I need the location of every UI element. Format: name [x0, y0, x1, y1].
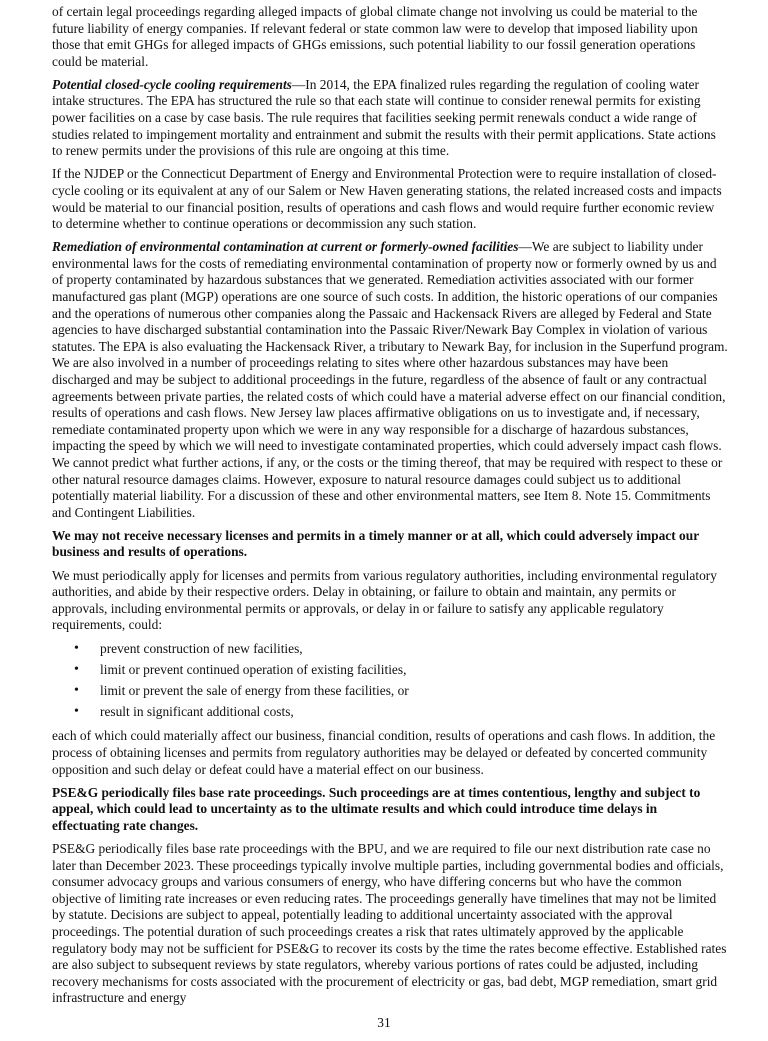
paragraph-lead: Potential closed-cycle cooling requirements	[52, 76, 292, 92]
list-item-text: limit or prevent continued operation of existing facilities,	[100, 662, 407, 678]
list-item-text: result in significant additional costs,	[100, 704, 294, 720]
section-heading-licenses: We may not receive necessary licenses and permits in a timely manner or at all, which could adversely impact our business and results of operations.	[52, 527, 699, 560]
section-heading-rate-proceedings: PSE&G periodically files base rate proceedings. Such proceedings are at times contentious, lengthy and subject to appeal, which could lead to uncertainty as to the ultimate results and which could introduce time delays in effectuating rate changes.	[52, 784, 701, 833]
paragraph-material-effect: each of which could materially affect our business, financial condition, results of operations and cash flows. In addition, the process of obtaining licenses and permits from regulatory authorities may be delayed or defeated by concerted community opposition and such delay or defeat could have a material effect on our business.	[52, 728, 716, 777]
list-item	[52, 661, 728, 682]
paragraph-rate-proceedings: PSE&G periodically files base rate proceedings with the BPU, and we are required to file our next distribution rate case no later than December 2023. These proceedings typically involve multiple parties, including governmental bodies and officials, consumer advocacy groups and various consumers of energy, who have differing concerns but who have the common objective of limiting rate increases or even reducing rates. The proceedings generally have timelines that may not be limited by statute. Decisions are subject to appeal, potentially leading to additional uncertainty associated with the approval proceedings. The potential duration of such proceedings creates a risk that rates ultimately approved by the applicable regulatory body may not be sufficient for PSE&G to recover its costs by the time the rates become effective. Established rates are also subject to subsequent reviews by state regulators, whereby various portions of rates could be adjusted, including recovery mechanisms for costs associated with the procurement of electricity or gas, bad debt, MGP remediation, smart grid infrastructure and energy	[52, 840, 727, 1006]
document-page	[52, 0, 728, 1007]
paragraph-lead: Remediation of environmental contamination at current or formerly-owned facilities	[52, 239, 519, 255]
list-item	[52, 703, 728, 724]
bullet-icon: •	[74, 683, 79, 699]
list-item-text: limit or prevent the sale of energy from these facilities, or	[100, 683, 409, 699]
bullet-list	[52, 640, 728, 724]
list-item	[52, 640, 728, 661]
paragraph-remediation	[52, 239, 728, 521]
paragraph-body: —In 2014, the EPA finalized rules regarding the regulation of cooling water intake structures. The EPA has structured the rule so that each state will continue to consider renewal permits for existing power facilities on a case by case basis. The rule requires that facilities seeking permit renewals conduct a wide range of studies related to impingement mortality and entrainment and submit the results with their permit applications. State actions to renew permits under the provisions of this rule are ongoing at this time.	[52, 76, 716, 159]
paragraph-permits: We must periodically apply for licenses and permits from various regulatory authorities, including environmental regulatory authorities, and abide by their respective orders. Delay in obtaining, or failure to obtain and maintain, any permits or approvals, including environmental permits or approvals, or delay in or failure to satisfy any applicable regulatory requirements, could:	[52, 567, 717, 633]
paragraph-closed-cycle-cooling	[52, 77, 728, 160]
list-item	[52, 682, 728, 703]
paragraph-body: —We are subject to liability under environmental laws for the costs of remediating environmental contamination of property now or formerly owned by us and of property contaminated by hazardous substances that we generated. Remediation activities associated with our former manufactured gas plant (MGP) operations are one source of such costs. In addition, the historic operations of our companies and the operations of numerous other companies along the Passaic and Hackensack Rivers are alleged by Federal and State agencies to have discharged substantial contamination into the Passaic River/Newark Bay Complex in violation of various statutes. The EPA is also evaluating the Hackensack River, a tributary to Newark Bay, for inclusion in the Superfund program. We are also involved in a number of proceedings relating to sites where other hazardous substances may have been discharged and may be subject to additional proceedings in the future, regardless of the absence of fault or any contractual agreements between private parties, the related costs of which could have a material adverse effect on our financial condition, results of operations and cash flows. New Jersey law places affirmative obligations on us to investigate and, if necessary, remediate contaminated property upon which we were in any way responsible for a discharge of hazardous substances, impacting the speed by which we will need to investigate contaminated properties, which could adversely impact cash flows. We cannot predict what further actions, if any, or the costs or the timing thereof, that may be required with respect to these or other natural resource damages claims. However, exposure to natural resource damages could subject us to additional potentially material liability. For a discussion of these and other environmental matters, see Item 8. Note 15. Commitments and Contingent Liabilities.	[52, 239, 728, 520]
paragraph-climate-liability: of certain legal proceedings regarding alleged impacts of global climate change not involving us could be material to the future liability of energy companies. If relevant federal or state common law were to develop that imposed liability upon those that emit GHGs for alleged impacts of GHGs emissions, such potential liability to our fossil generation operations could be material.	[52, 4, 698, 69]
bullet-icon: •	[74, 662, 79, 678]
bullet-icon: •	[74, 704, 79, 720]
list-item-text: prevent construction of new facilities,	[100, 641, 303, 657]
bullet-icon: •	[74, 641, 79, 657]
paragraph-njdep: If the NJDEP or the Connecticut Department of Energy and Environmental Protection were to require installation of closed-cycle cooling or its equivalent at any of our Salem or New Haven generating stations, the related increased costs and impacts would be material to our financial position, results of operations and cash flows and would require further economic review to determine whether to continue operations or decommission any such station.	[52, 166, 722, 232]
page-number: 31	[377, 1014, 391, 1030]
